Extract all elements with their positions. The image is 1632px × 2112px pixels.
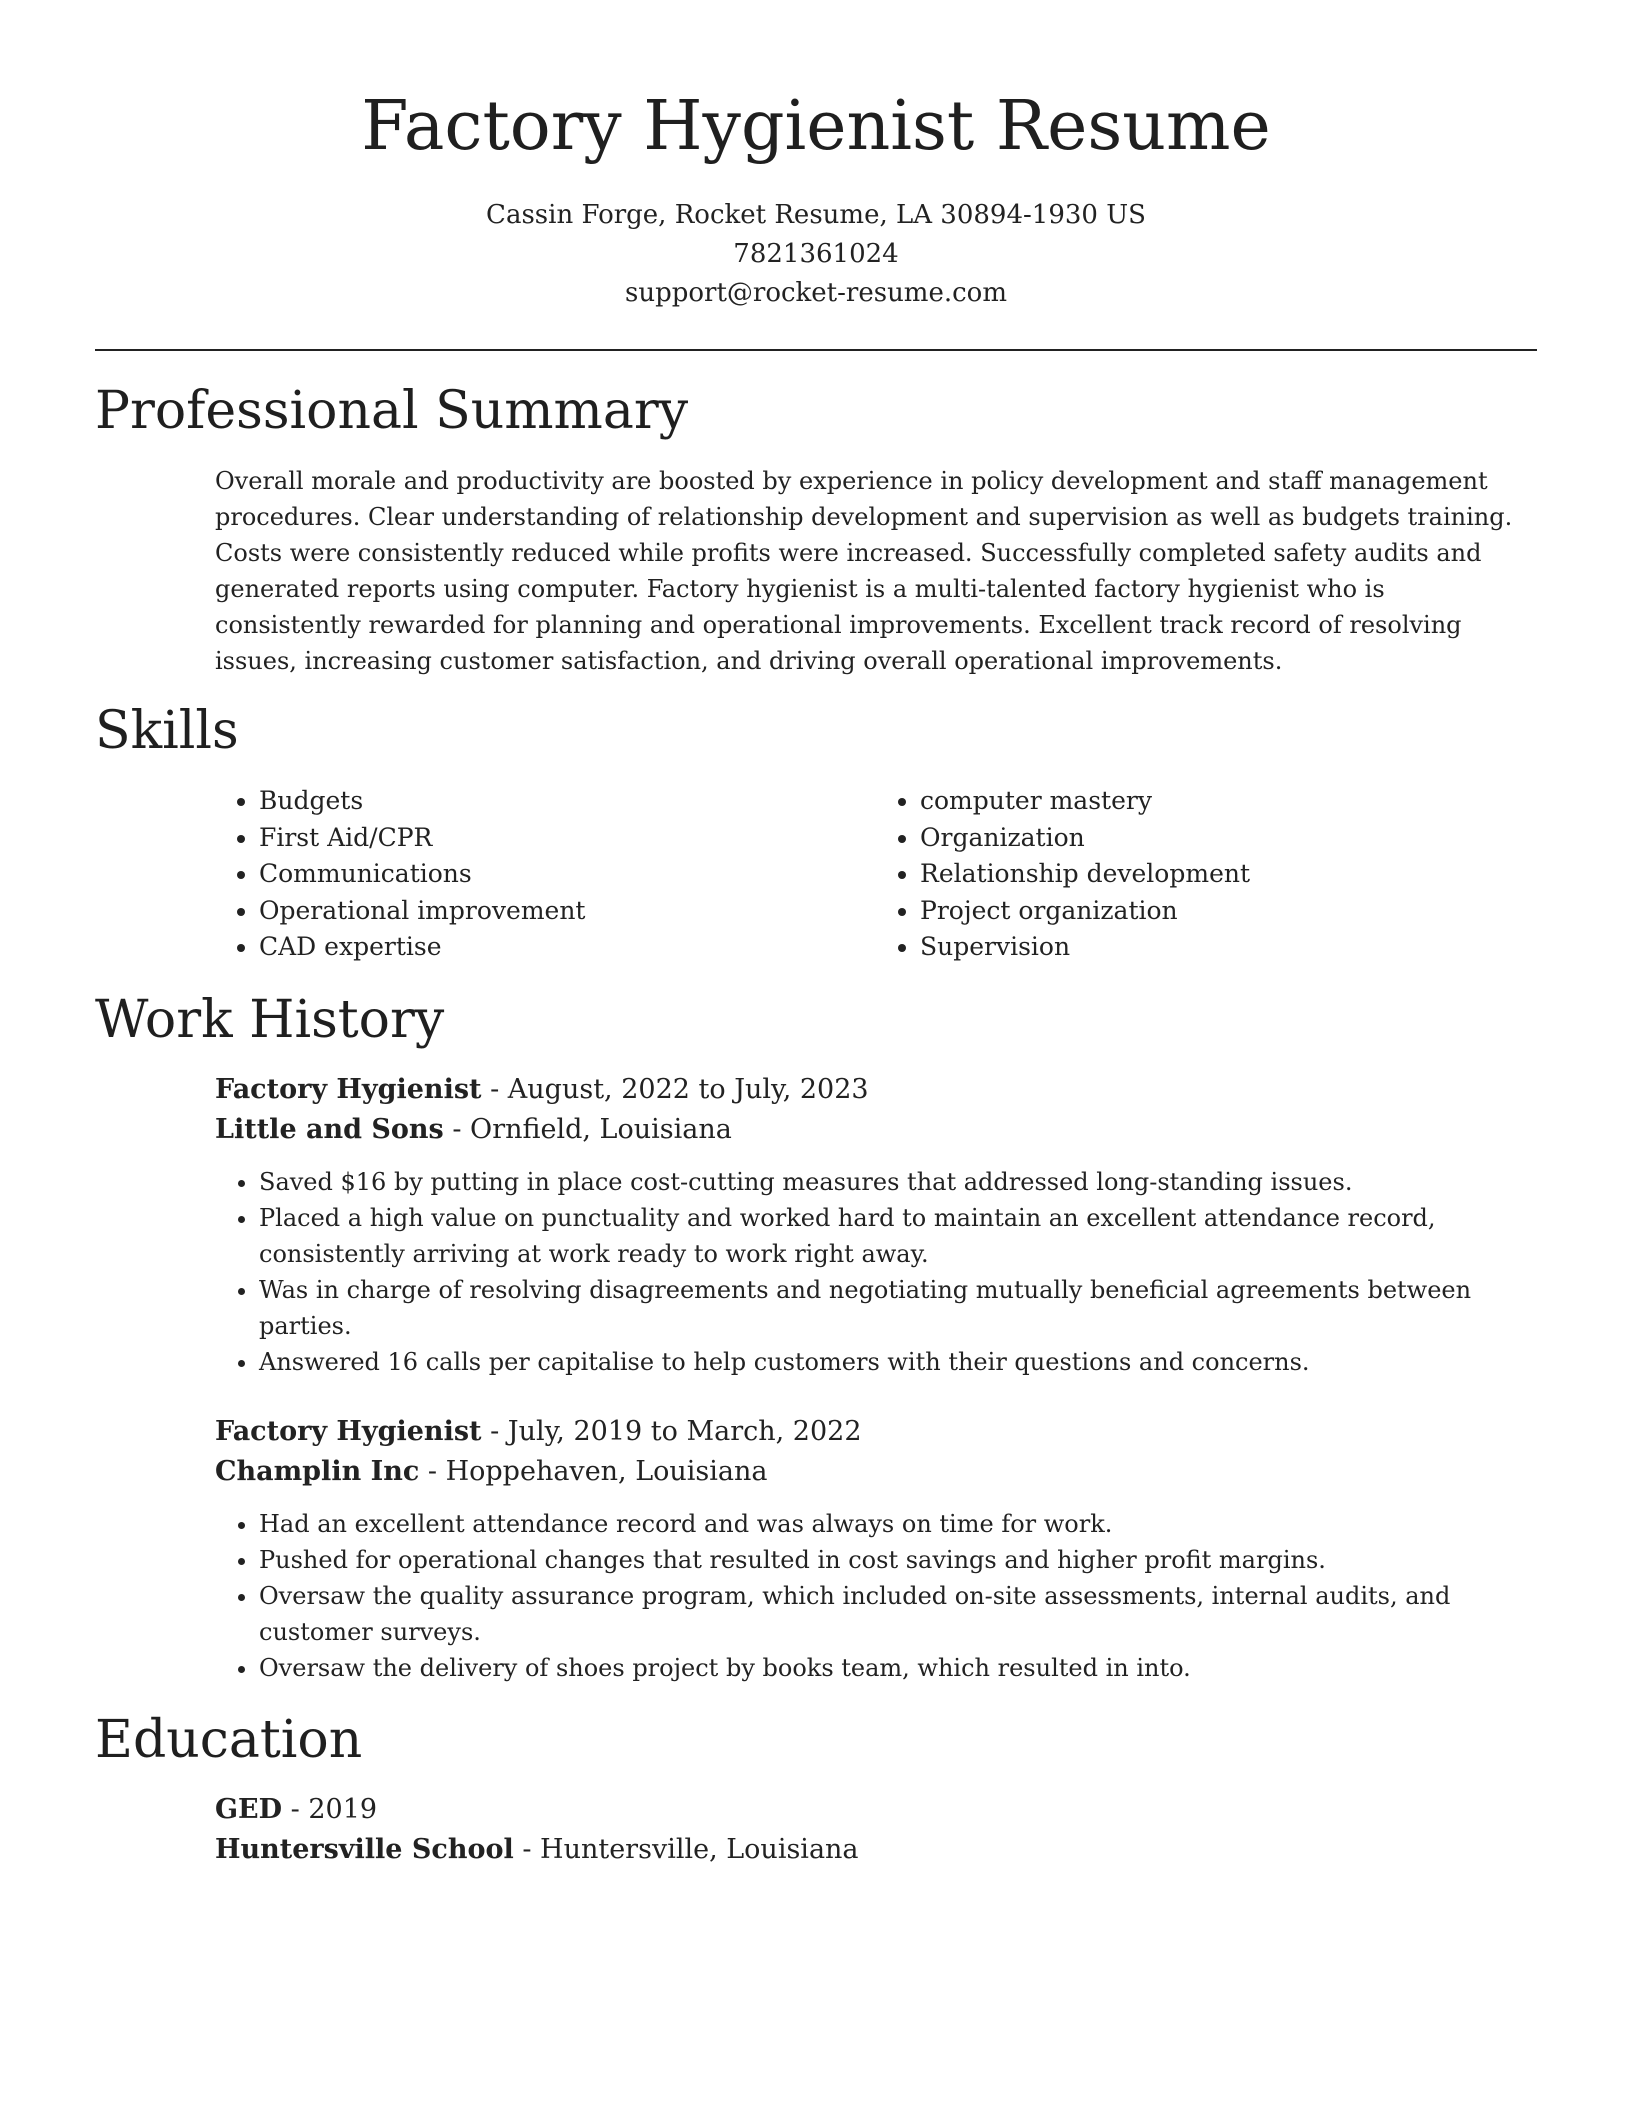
skill-item: • computer mastery	[920, 783, 1537, 820]
skill-item: • Supervision	[920, 929, 1537, 966]
skill-item: • Communications	[259, 856, 876, 893]
job-entry	[215, 1412, 1537, 1686]
job-entry	[215, 1070, 1537, 1380]
job-bullet: • Placed a high value on punctuality and worked hard to maintain an excellent attendance record, consistently arriving at work ready to work right away.	[259, 1200, 1537, 1272]
skills-column-left	[215, 783, 876, 966]
job-bullet: • Answered 16 calls per capitalise to help customers with their questions and concerns.	[259, 1344, 1537, 1380]
job-company: Champlin Inc	[215, 1455, 420, 1487]
job-bullet: • Oversaw the quality assurance program, which included on-site assessments, internal audits, and customer surveys.	[259, 1578, 1537, 1650]
summary-section	[95, 463, 1537, 679]
job-bullet: • Had an excellent attendance record and was always on time for work.	[259, 1506, 1537, 1542]
skills-heading: Skills	[95, 701, 239, 761]
resume-title: Factory Hygienist Resume	[361, 87, 1271, 166]
contact-address: Cassin Forge, Rocket Resume, LA 30894-1930 US	[486, 200, 1146, 230]
resume-header	[95, 0, 1537, 313]
contact-email: support@rocket-resume.com	[624, 278, 1007, 308]
job-company: Little and Sons	[215, 1113, 444, 1145]
education-entry	[215, 1790, 1537, 1870]
job-bullet: • Oversaw the delivery of shoes project by books team, which resulted in into.	[259, 1650, 1537, 1686]
work-history-heading: Work History	[95, 989, 445, 1050]
skills-list	[95, 783, 1537, 966]
skill-item: • Project organization	[920, 893, 1537, 930]
education-heading: Education	[95, 1709, 363, 1770]
education-school: Huntersville School	[215, 1833, 514, 1865]
skill-item: • Budgets	[259, 783, 876, 820]
job-title-line	[215, 1412, 1537, 1452]
job-location: - Ornfield, Louisiana	[443, 1113, 732, 1145]
skill-item: • Organization	[920, 820, 1537, 857]
job-title-line	[215, 1070, 1537, 1110]
skills-column-right	[876, 783, 1537, 966]
contact-phone: 7821361024	[733, 239, 899, 269]
job-bullet: • Saved $16 by putting in place cost-cutting measures that addressed long-standing issues.	[259, 1164, 1537, 1200]
skill-item: • First Aid/CPR	[259, 820, 876, 857]
header-divider	[95, 349, 1537, 351]
job-bullet: • Pushed for operational changes that resulted in cost savings and higher profit margins.	[259, 1542, 1537, 1578]
job-dates: - July, 2019 to March, 2022	[481, 1415, 862, 1447]
skill-item: • Operational improvement	[259, 893, 876, 930]
job-location: - Hoppehaven, Louisiana	[419, 1455, 768, 1487]
education-degree: GED	[215, 1793, 283, 1825]
skill-item: • CAD expertise	[259, 929, 876, 966]
education-location: - Huntersville, Louisiana	[513, 1833, 859, 1865]
job-company-line	[215, 1110, 1537, 1150]
job-dates: - August, 2022 to July, 2023	[481, 1073, 869, 1105]
skill-item: • Relationship development	[920, 856, 1537, 893]
summary-text: Overall morale and productivity are boosted by experience in policy development and staff management procedures. Clear understanding of relationship development and supervision as well as budgets training. Costs were consistently reduced while profits were increased. Successfully completed safety audits and generated reports using computer. Factory hygienist is a multi-talented factory hygienist who is consistently rewarded for planning and operational improvements. Excellent track record of resolving issues, increasing customer satisfaction, and driving overall operational improvements.	[215, 467, 1513, 675]
job-bullets	[215, 1164, 1537, 1380]
contact-block	[95, 196, 1537, 313]
education-school-line	[215, 1830, 1537, 1870]
work-history-section	[95, 1070, 1537, 1686]
job-title: Factory Hygienist	[215, 1415, 482, 1447]
education-degree-line	[215, 1790, 1537, 1830]
education-year: - 2019	[282, 1793, 378, 1825]
job-company-line	[215, 1452, 1537, 1492]
summary-heading: Professional Summary	[95, 381, 689, 441]
job-bullets	[215, 1506, 1537, 1686]
education-section	[95, 1790, 1537, 1870]
job-bullet: • Was in charge of resolving disagreements and negotiating mutually beneficial agreements between parties.	[259, 1272, 1537, 1344]
job-title: Factory Hygienist	[215, 1073, 482, 1105]
